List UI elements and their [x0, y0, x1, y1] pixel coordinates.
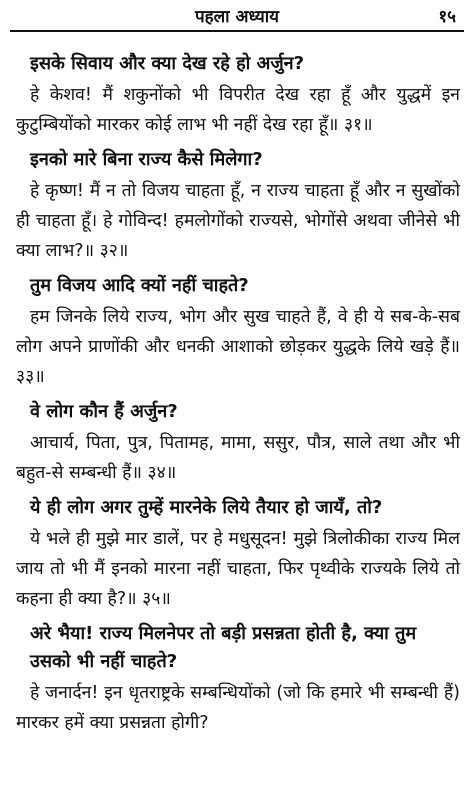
- page-header: [10, 0, 464, 32]
- question-1: इसके सिवाय और क्या देख रहे हो अर्जुन?: [30, 53, 305, 74]
- answer-2: हे कृष्ण! मैं न तो विजय चाहता हूँ, न राज्य चाहता हूँ और न सुखोंको ही चाहता हूँ। हे गोविन्द! हमलोगोंको राज्यसे, भोगोंसे अथवा जीनेसे भी क्या लाभ?॥ ३२॥: [16, 181, 460, 261]
- answer-6: हे जनार्दन! इन धृतराष्ट्रके सम्बन्धियोंको (जो कि हमारे भी सम्बन्धी हैं) मारकर हमें क्या प्रसन्नता होगी?: [16, 683, 460, 733]
- question-3: तुम विजय आदि क्यों नहीं चाहते?: [30, 275, 249, 296]
- chapter-title: पहला अध्याय: [194, 7, 280, 27]
- answer-1: हे केशव! मैं शकुनोंको भी विपरीत देख रहा हूँ और युद्धमें इन कुटुम्बियोंको मारकर कोई लाभ भी नहीं देख रहा हूँ॥ ३१॥: [16, 85, 460, 135]
- question-5: ये ही लोग अगर तुम्हें मारनेके लिये तैयार हो जायँ, तो?: [30, 497, 383, 518]
- answer-3: हम जिनके लिये राज्य, भोग और सुख चाहते हैं, वे ही ये सब-के-सब लोग अपने प्राणोंकी और धनकी आशाको छोड़कर युद्धके लिये खड़े हैं॥ ३३॥: [16, 307, 460, 387]
- page-number: १५: [438, 7, 456, 27]
- question-4: वे लोग कौन हैं अर्जुन?: [30, 401, 178, 422]
- question-6: अरे भैया! राज्य मिलनेपर तो बड़ी प्रसन्नता होती है, क्या तुम उसको भी नहीं चाहते?: [30, 623, 417, 672]
- answer-5: ये भले ही मुझे मार डालें, पर हे मधुसूदन! मुझे त्रिलोकीका राज्य मिल जाय तो भी मैं इनको मारना नहीं चाहता, फिर पृथ्वीके राज्यके लिये तो कहना ही क्या है?॥ ३५॥: [16, 529, 460, 609]
- answer-4: आचार्य, पिता, पुत्र, पितामह, मामा, ससुर, पौत्र, साले तथा और भी बहुत-से सम्बन्धी हैं॥ ३४॥: [16, 433, 460, 483]
- question-2: इनको मारे बिना राज्य कैसे मिलेगा?: [30, 149, 263, 170]
- page-body: [16, 32, 460, 738]
